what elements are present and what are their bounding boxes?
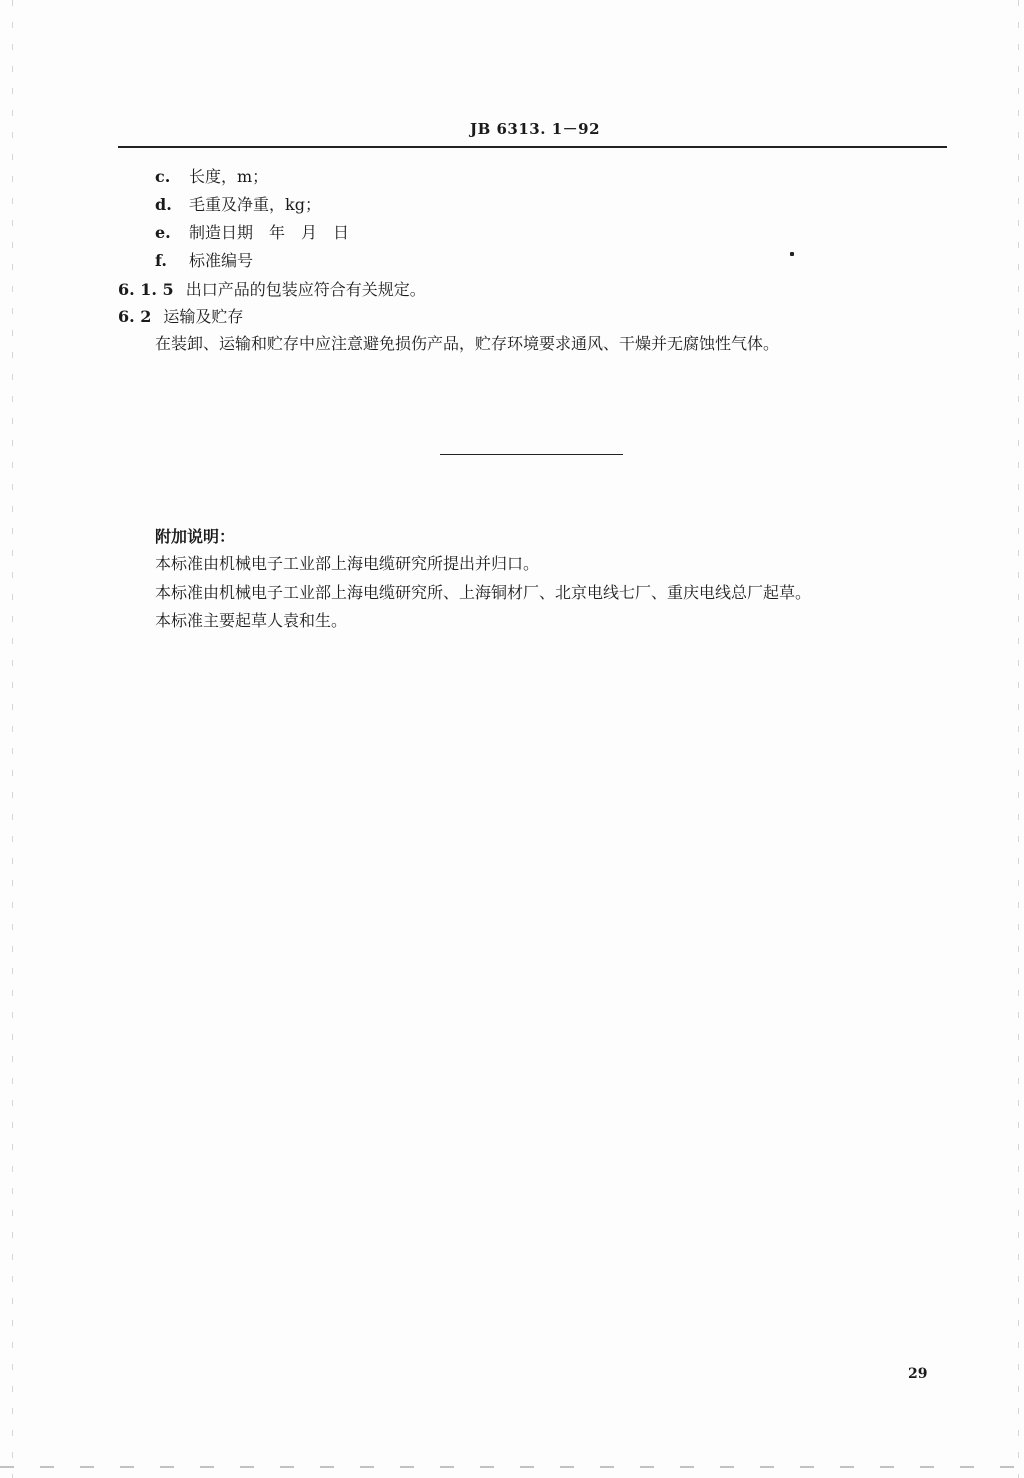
scan-speck: [790, 252, 794, 256]
section-title: 运输及贮存: [163, 307, 244, 326]
list-marker: f.: [155, 251, 167, 270]
section-text: 出口产品的包装应符合有关规定。: [185, 280, 426, 299]
list-marker: e.: [155, 223, 171, 242]
scan-edge-right: [1018, 0, 1019, 1478]
list-marker: d.: [155, 195, 172, 214]
section-6-1-5: [118, 279, 426, 301]
notes-title: 附加说明：: [155, 527, 236, 546]
section-6-2-heading: [118, 306, 243, 328]
scan-edge-left: [12, 0, 13, 1478]
list-item-text: 制造日期 年 月 日: [189, 223, 350, 242]
section-6-2-body: 在装卸、运输和贮存中应注意避免损伤产品，贮存环境要求通风、干燥并无腐蚀性气体。: [155, 334, 780, 353]
list-item-text: 长度，m；: [189, 167, 269, 186]
section-number: 6. 2: [118, 307, 152, 326]
list-item-text: 毛重及净重，kg；: [189, 195, 321, 214]
list-item-e: [155, 222, 349, 244]
notes-line: 本标准主要起草人袁和生。: [155, 611, 348, 630]
list-marker: c.: [155, 167, 171, 186]
standard-code-header: JB 6313. 1－92: [470, 120, 601, 138]
end-of-text-rule: [440, 454, 623, 455]
list-item-d: [155, 194, 321, 216]
list-item-c: [155, 166, 268, 188]
header-rule: [118, 146, 947, 148]
list-item-text: 标准编号: [189, 251, 254, 270]
page-number: 29: [908, 1366, 928, 1382]
section-number: 6. 1. 5: [118, 280, 174, 299]
list-item-f: [155, 250, 253, 272]
notes-line: 本标准由机械电子工业部上海电缆研究所提出并归口。: [155, 554, 540, 573]
notes-line: 本标准由机械电子工业部上海电缆研究所、上海铜材厂、北京电线七厂、重庆电线总厂起草。: [155, 583, 812, 602]
scan-bottom-noise: [0, 1466, 1024, 1468]
